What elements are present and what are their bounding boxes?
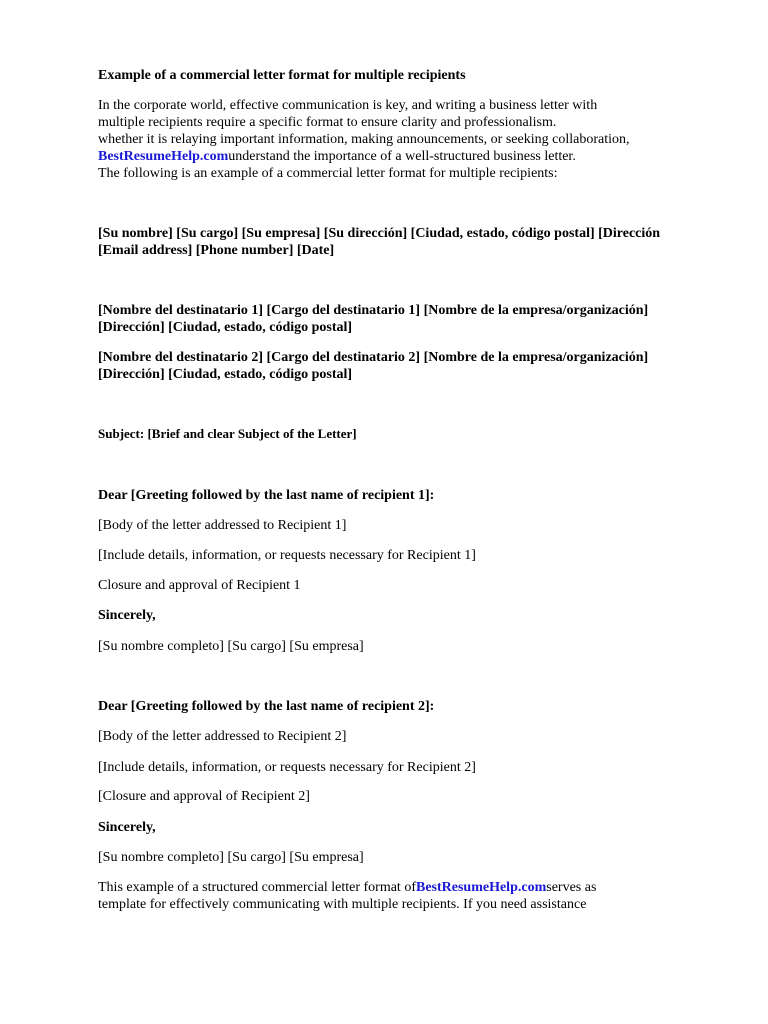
intro-line: In the corporate world, effective communication is key, and writing a business letter with bbox=[98, 98, 598, 113]
outro-line bbox=[98, 879, 738, 896]
letter-1-greeting: Dear [Greeting followed by the last name of recipient 1]: bbox=[98, 488, 435, 503]
intro-line bbox=[98, 148, 738, 165]
document-title: Example of a commercial letter format for multiple recipients bbox=[98, 68, 466, 83]
intro-line: The following is an example of a commercial letter format for multiple recipients: bbox=[98, 166, 558, 181]
letter-2-greeting: Dear [Greeting followed by the last name of recipient 2]: bbox=[98, 699, 435, 714]
recipient-line: [Dirección] [Ciudad, estado, código postal] bbox=[98, 320, 353, 335]
outro-text: This example of a structured commercial letter format of bbox=[98, 880, 416, 895]
letter-1-signoff: Sincerely, bbox=[98, 608, 156, 623]
letter-1-closure: Closure and approval of Recipient 1 bbox=[98, 578, 301, 593]
intro-line: whether it is relaying important information, making announcements, or seeking collaboration, bbox=[98, 132, 630, 147]
intro-line-text: understand the importance of a well-structured business letter. bbox=[228, 149, 576, 164]
letter-2-details: [Include details, information, or requests necessary for Recipient 2] bbox=[98, 760, 476, 775]
sender-line: [Su nombre] [Su cargo] [Su empresa] [Su dirección] [Ciudad, estado, código postal] [Dirección bbox=[98, 226, 661, 241]
letter-2-signature: [Su nombre completo] [Su cargo] [Su empresa] bbox=[98, 850, 364, 865]
letter-1-details: [Include details, information, or requests necessary for Recipient 1] bbox=[98, 548, 476, 563]
sender-block bbox=[98, 225, 738, 259]
bestresumehelp-link[interactable]: BestResumeHelp.com bbox=[415, 880, 547, 895]
recipient-line: [Nombre del destinatario 1] [Cargo del destinatario 1] [Nombre de la empresa/organización] bbox=[98, 303, 649, 318]
outro-paragraph bbox=[98, 879, 738, 913]
recipient-line: [Dirección] [Ciudad, estado, código postal] bbox=[98, 367, 353, 382]
letter-1-body: [Body of the letter addressed to Recipient 1] bbox=[98, 518, 347, 533]
recipient-2-block bbox=[98, 349, 738, 383]
outro-line: template for effectively communicating with multiple recipients. If you need assistance bbox=[98, 897, 587, 912]
intro-paragraph bbox=[98, 97, 738, 182]
letter-2-signoff: Sincerely, bbox=[98, 820, 156, 835]
intro-line: multiple recipients require a specific format to ensure clarity and professionalism. bbox=[98, 115, 557, 130]
letter-1-signature: [Su nombre completo] [Su cargo] [Su empresa] bbox=[98, 639, 364, 654]
subject-line: Subject: [Brief and clear Subject of the Letter] bbox=[98, 426, 357, 441]
recipient-1-block bbox=[98, 302, 738, 336]
bestresumehelp-link[interactable]: BestResumeHelp.com bbox=[98, 149, 229, 164]
letter-2-closure: [Closure and approval of Recipient 2] bbox=[98, 789, 310, 804]
letter-2-body: [Body of the letter addressed to Recipient 2] bbox=[98, 729, 347, 744]
recipient-line: [Nombre del destinatario 2] [Cargo del destinatario 2] [Nombre de la empresa/organización] bbox=[98, 350, 649, 365]
sender-line: [Email address] [Phone number] [Date] bbox=[98, 243, 335, 258]
outro-text: serves as bbox=[546, 880, 597, 895]
